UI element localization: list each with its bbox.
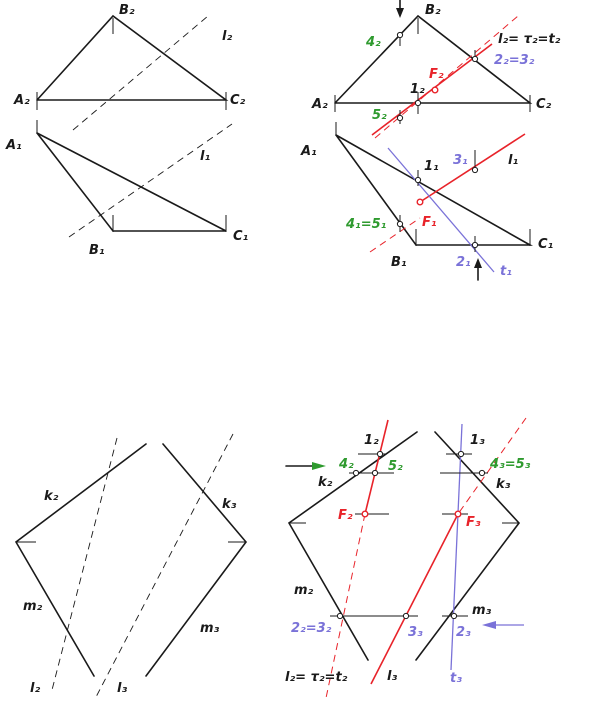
plane-frontal-projection [16, 444, 146, 676]
label-l1: l₁ [200, 149, 211, 164]
triangle-frontal-projection [37, 16, 226, 100]
label-m3: m₃ [472, 603, 492, 618]
line-l1 [69, 124, 232, 237]
line-t1 [388, 148, 494, 272]
label-c1: C₁ [233, 229, 249, 244]
point-2-3 [451, 613, 456, 618]
line-l2 [73, 16, 208, 130]
point-2-1 [472, 242, 477, 247]
line-l3 [96, 434, 233, 697]
label-l3: l₃ [387, 669, 398, 684]
label-t3: t₃ [450, 671, 462, 686]
label-4-2: 4₂ [366, 35, 381, 50]
label-a2: A₂ [14, 93, 30, 108]
label-2-3: 2₃ [456, 625, 471, 640]
label-m3: m₃ [200, 621, 220, 636]
label-a1: A₁ [6, 138, 22, 153]
point-1-1 [415, 177, 420, 182]
label-l-equation: l₂= τ₂=t₂ [498, 32, 561, 47]
label-k2: k₂ [44, 489, 59, 504]
point-4-2 [397, 32, 402, 37]
label-b2: B₂ [425, 3, 441, 18]
label-c2: C₂ [230, 93, 246, 108]
figure-3-planes-and-line [16, 434, 246, 697]
point-f1 [417, 199, 423, 205]
label-k2: k₂ [318, 475, 333, 490]
point-1-3 [458, 451, 463, 456]
label-m2: m₂ [294, 583, 314, 598]
point-1-2 [377, 451, 382, 456]
label-f2: F₂ [429, 67, 444, 82]
label-4-5-1: 4₁=5₁ [346, 217, 387, 232]
label-t1: t₁ [500, 264, 512, 279]
point-4-2 [353, 470, 358, 475]
view-arrow-down-icon [396, 8, 404, 18]
label-2-3-2: 2₂=3₂ [291, 621, 332, 636]
point-23-2 [472, 56, 477, 61]
point-4-5-3 [479, 470, 484, 475]
line-l3-visible [371, 514, 458, 684]
label-b1: B₁ [391, 255, 407, 270]
label-l2: l₂ [30, 681, 41, 696]
label-2-1: 2₁ [456, 255, 471, 270]
point-2-3-2 [337, 613, 342, 618]
label-5-2: 5₂ [388, 459, 403, 474]
point-5-2 [397, 115, 402, 120]
point-1-2 [415, 100, 420, 105]
label-f3: F₃ [466, 515, 481, 530]
label-k3: k₃ [496, 477, 511, 492]
point-5-2 [372, 470, 377, 475]
point-45-1 [397, 221, 402, 226]
point-3-1 [472, 167, 477, 172]
label-l3: l₃ [117, 681, 128, 696]
label-k3: k₃ [222, 497, 237, 512]
label-f2: F₂ [338, 508, 353, 523]
label-1-2: 1₂ [410, 82, 425, 97]
label-2-3-2: 2₂=3₂ [494, 53, 535, 68]
label-c2: C₂ [536, 97, 552, 112]
label-a1: A₁ [301, 144, 317, 159]
label-3-1: 3₁ [453, 153, 468, 168]
label-1-1: 1₁ [424, 159, 439, 174]
label-m2: m₂ [23, 599, 43, 614]
label-1-2: 1₂ [364, 433, 379, 448]
label-3-3: 3₃ [408, 625, 423, 640]
line-l2 [52, 438, 117, 690]
figure-1-triangle-and-line [5, 3, 249, 258]
label-5-2: 5₂ [372, 108, 387, 123]
label-f1: F₁ [422, 215, 437, 230]
plane-profile-projection [146, 444, 246, 676]
point-3-3 [403, 613, 408, 618]
view-arrow-right-icon [312, 462, 326, 470]
label-4-2: 4₂ [339, 457, 354, 472]
label-l1: l₁ [508, 153, 519, 168]
point-f2 [432, 87, 438, 93]
label-b2: B₂ [119, 3, 135, 18]
figure-2-intersection-solution [300, 0, 561, 280]
label-b1: B₁ [89, 243, 105, 258]
label-1-3: 1₃ [470, 433, 485, 448]
label-c1: C₁ [538, 237, 554, 252]
figure-4-intersection-solution [285, 418, 531, 698]
point-f3 [455, 511, 461, 517]
view-arrow-up-icon [474, 258, 482, 268]
view-arrow-left-icon [482, 621, 496, 629]
label-4-5-3: 4₃=5₃ [490, 457, 531, 472]
label-l2: l₂ [222, 29, 233, 44]
point-f2 [362, 511, 368, 517]
label-l-equation: l₂= τ₂=t₂ [285, 670, 348, 685]
label-a2: A₂ [312, 97, 328, 112]
